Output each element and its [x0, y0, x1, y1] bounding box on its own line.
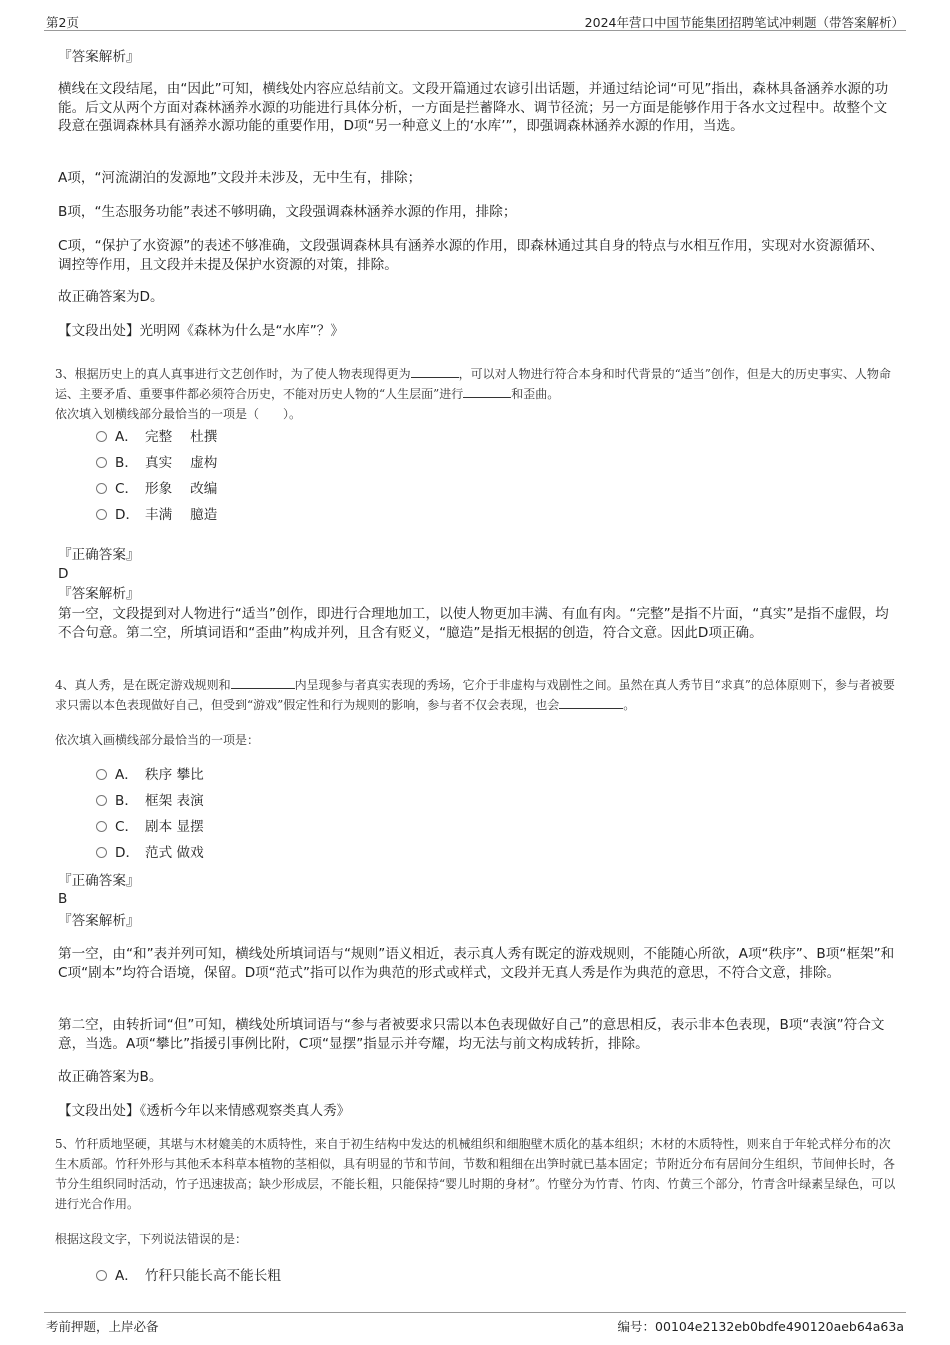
q5-prompt: 根据这段文字，下列说法错误的是：: [55, 1232, 248, 1246]
q3-option-d[interactable]: D． 丰满 臆造: [96, 506, 217, 524]
radio-icon[interactable]: [96, 431, 107, 442]
radio-icon[interactable]: [96, 509, 107, 520]
q2-option-c-note: C项，“保护了水资源”的表述不够准确，文段强调森林具有涵养水源的作用，即森林通过其自身的特点与水相互作用，实现对水资源循环、调控等作用，且文段并未提及保护水资源的对策，排除。: [58, 238, 884, 273]
q2-analysis-label: 『答案解析』: [58, 49, 140, 65]
blank-line: [231, 676, 295, 689]
q2-option-b-note: B项，“生态服务功能”表述不够明确，文段强调森林涵养水源的作用，排除；: [58, 204, 517, 220]
q4-answer: B: [58, 891, 68, 907]
q4-option-d[interactable]: D． 范式 做戏: [96, 844, 204, 862]
q3-answer-label: 『正确答案』: [58, 547, 140, 563]
q4-prompt: 依次填入画横线部分最恰当的一项是：: [55, 733, 260, 747]
blank-line: [559, 696, 623, 709]
q2-source: 【文段出处】光明网《森林为什么是“水库”？》: [58, 323, 344, 339]
q3-option-c[interactable]: C． 形象 改编: [96, 480, 217, 498]
radio-icon[interactable]: [96, 821, 107, 832]
q3-analysis: 第一空，文段提到对人物进行“适当”创作，即进行合理地加工，以使人物更加丰满、有血有肉。“完整”是指不片面，“真实”是指不虚假，均不合句意。第二空，所填词语和“歪曲”构成并列，且含有贬义，“臆造”是指无根据的创造，符合文意。因此D项正确。: [58, 606, 889, 641]
q5-option-a[interactable]: A． 竹秆只能长高不能长粗: [96, 1267, 281, 1285]
blank-line: [411, 365, 459, 378]
document-code: 编号：00104e2132eb0bdfe490120aeb64a63a: [617, 1319, 904, 1334]
q4-source: 【文段出处】《透析今年以来情感观察类真人秀》: [58, 1103, 351, 1119]
q3-answer: D: [58, 566, 69, 582]
page-footer: [44, 1312, 906, 1335]
q4-option-b[interactable]: B． 框架 表演: [96, 792, 204, 810]
radio-icon[interactable]: [96, 769, 107, 780]
q4-option-a[interactable]: A． 秩序 攀比: [96, 766, 204, 784]
page-header: [44, 10, 906, 31]
q4-option-c[interactable]: C． 剧本 显摆: [96, 818, 204, 836]
q4-answer-label: 『正确答案』: [58, 873, 140, 889]
blank-line: [463, 385, 511, 398]
radio-icon[interactable]: [96, 457, 107, 468]
q2-conclusion: 故正确答案为D。: [58, 289, 164, 305]
q5-stem: 5、竹秆质地坚硬，其堪与木材媲美的木质特性，来自于初生结构中发达的机械组织和细胞壁木质化的基本组织；木材的木质特性，则来自于年轮式样分布的次生木质部。竹秆外形与其他禾本科草本植物的茎相似，具有明显的节和节间，节数和粗细在出笋时就已基本固定；节附近分布有居间分生组织，节间伸长时，各节分生组织同时活动，竹子迅速拔高；缺少形成层，不能长粗，只能保持“婴儿时期的身材”。竹壁分为竹青、竹肉、竹黄三个部分，竹青含叶绿素呈绿色，可以进行光合作用。: [55, 1137, 896, 1211]
q3-stem: 3、根据历史上的真人真事进行文艺创作时，为了使人物表现得更为 ，可以对人物进行符合本身和时代背景的“适当”创作，但是大的历史事实、人物命运、主要矛盾、重要事件都必须符合历史，不能对历史人物的“人生层面”进行 和歪曲。: [55, 367, 891, 401]
q4-stem: 4、真人秀，是在既定游戏规则和 内呈现参与者真实表现的秀场，它介于非虚构与戏剧性之间。虽然在真人秀节目“求真”的总体原则下，参与者被要求只需以本色表现做好自己，但受到“游戏”假定性和行为规则的影响，参与者不仅会表现，也会 。: [55, 678, 895, 712]
radio-icon[interactable]: [96, 1270, 107, 1281]
q4-analysis-paragraph-2: 第二空，由转折词“但”可知，横线处所填词语与“参与者被要求只需以本色表现做好自己”的意思相反，表示非本色表现，B项“表演”符合文意，当选。A项“攀比”指援引事例比附，C项“显摆”指显示并夸耀，均无法与前文构成转折，排除。: [58, 1017, 885, 1052]
q2-option-a-note: A项，“河流湖泊的发源地”文段并未涉及，无中生有，排除；: [58, 170, 422, 186]
q4-analysis-paragraph-1: 第一空，由“和”表并列可知，横线处所填词语与“规则”语义相近，表示真人秀有既定的游戏规则，不能随心所欲，A项“秩序”、B项“框架”和C项“剧本”均符合语境，保留。D项“范式”指可以作为典范的形式或样式，文段并无真人秀是作为典范的意思，不符合文意，排除。: [58, 946, 895, 981]
q3-option-b[interactable]: B． 真实 虚构: [96, 454, 217, 472]
q2-analysis-paragraph: 横线在文段结尾，由“因此”可知，横线处内容应总结前文。文段开篇通过农谚引出话题，并通过结论词“可见”指出，森林具备涵养水源的功能。后文从两个方面对森林涵养水源的功能进行具体分析，一方面是拦蓄降水、调节径流；另一方面是能够作用于各水文过程中。故整个文段意在强调森林具有涵养水源功能的重要作用，D项“另一种意义上的‘水库’”，即强调森林涵养水源的作用，当选。: [58, 81, 889, 134]
q3-option-a[interactable]: A． 完整 杜撰: [96, 428, 217, 446]
q4-analysis-label: 『答案解析』: [58, 913, 140, 929]
q3-prompt: 依次填入划横线部分最恰当的一项是（ ）。: [55, 407, 302, 421]
page-number: 第2页: [46, 15, 79, 30]
q4-conclusion: 故正确答案为B。: [58, 1069, 163, 1085]
radio-icon[interactable]: [96, 795, 107, 806]
q3-analysis-label: 『答案解析』: [58, 586, 140, 602]
radio-icon[interactable]: [96, 483, 107, 494]
footer-slogan: 考前押题，上岸必备: [46, 1319, 159, 1334]
document-title: 2024年营口中国节能集团招聘笔试冲刺题（带答案解析）: [584, 15, 904, 30]
radio-icon[interactable]: [96, 847, 107, 858]
